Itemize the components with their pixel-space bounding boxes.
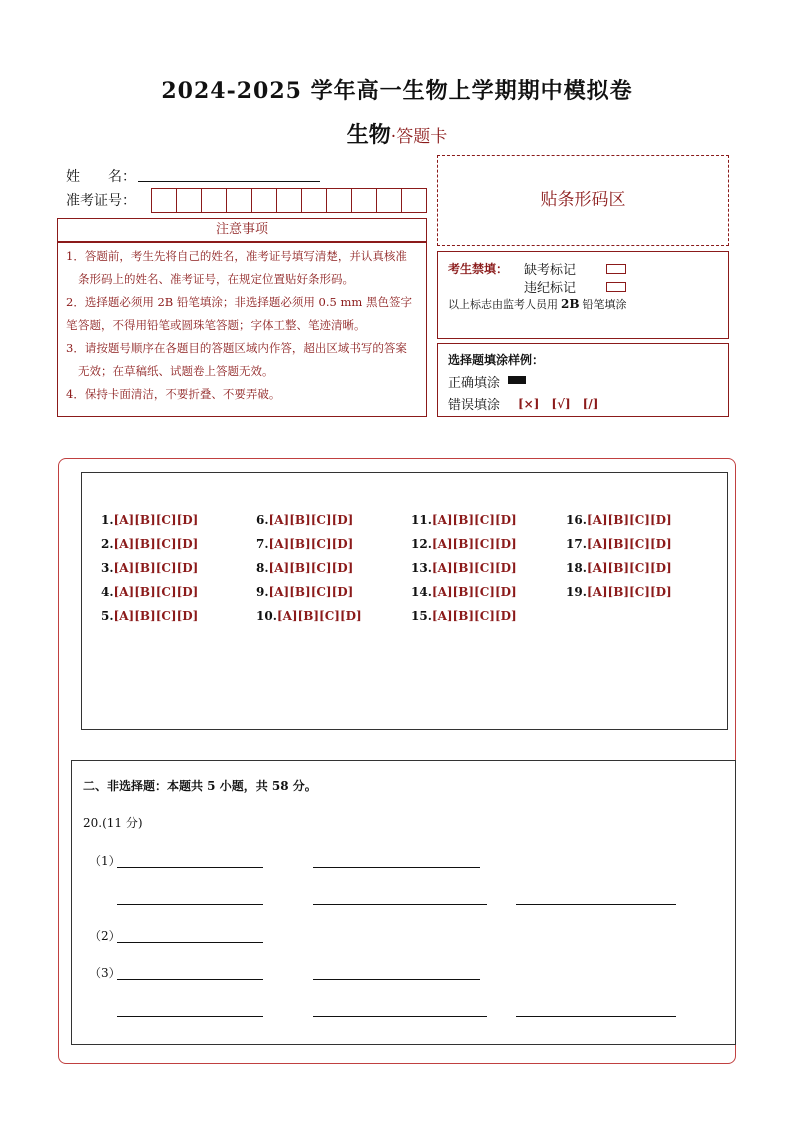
mc-question-row[interactable] <box>101 513 198 527</box>
correct-fill-label: 正确填涂 <box>448 376 501 391</box>
answer-line[interactable] <box>117 866 263 868</box>
answer-line[interactable] <box>313 978 480 980</box>
mc-options[interactable]: [A][B][C][D] <box>586 537 672 551</box>
notice-line: 2．选择题必须用 2B 铅笔填涂；非选择题必须用 0.5 mm 黑色签字笔 <box>66 295 412 332</box>
mc-question-row[interactable] <box>411 513 517 527</box>
mc-options[interactable]: [A][B][C][D] <box>431 561 517 575</box>
mc-options[interactable]: [A][B][C][D] <box>268 585 354 599</box>
mc-options[interactable]: [A][B][C][D] <box>268 561 354 575</box>
name-label: 姓 名： <box>66 169 136 185</box>
multiple-choice-box <box>81 472 728 730</box>
mc-question-number: 10. <box>256 609 277 623</box>
mc-question-number: 9. <box>256 585 269 599</box>
answer-line[interactable] <box>117 978 263 980</box>
mc-question-row[interactable] <box>566 513 672 527</box>
mc-question-number: 13. <box>411 561 432 575</box>
exam-id-digit-box[interactable] <box>176 188 202 213</box>
notice-line: 条形码上的姓名、准考证号，在规定位置贴好条形码。 <box>78 272 354 286</box>
ban-note-text: 以上标志由监考人员用 <box>448 298 558 311</box>
mc-question-number: 5. <box>101 609 114 623</box>
mc-question-number: 1. <box>101 513 114 527</box>
answer-line[interactable] <box>516 903 676 905</box>
mc-options[interactable]: [A][B][C][D] <box>113 537 199 551</box>
mc-options[interactable]: [A][B][C][D] <box>431 537 517 551</box>
mc-options[interactable]: [A][B][C][D] <box>276 609 362 623</box>
violation-mark-label: 违纪标记 <box>524 281 577 296</box>
mc-question-row[interactable] <box>411 609 517 623</box>
mc-question-number: 19. <box>566 585 587 599</box>
exam-id-digit-box[interactable] <box>401 188 427 213</box>
mc-question-number: 6. <box>256 513 269 527</box>
mc-question-row[interactable] <box>411 537 517 551</box>
answer-line[interactable] <box>117 1015 263 1017</box>
exam-id-boxes[interactable] <box>151 188 426 213</box>
mc-question-number: 14. <box>411 585 432 599</box>
exam-id-digit-box[interactable] <box>201 188 227 213</box>
notice-box <box>57 242 427 417</box>
exam-id-digit-box[interactable] <box>351 188 377 213</box>
answer-line[interactable] <box>313 866 480 868</box>
exam-id-digit-box[interactable] <box>301 188 327 213</box>
mc-question-row[interactable] <box>566 585 672 599</box>
mc-question-number: 4. <box>101 585 114 599</box>
ban-note-tail: 铅笔填涂 <box>582 298 627 311</box>
mc-options[interactable]: [A][B][C][D] <box>113 585 199 599</box>
subject-label: 生物 <box>346 122 391 148</box>
exam-id-digit-box[interactable] <box>251 188 277 213</box>
mc-question-row[interactable] <box>101 537 198 551</box>
part-2-label: （2） <box>89 929 121 943</box>
fill-example-box <box>437 343 729 417</box>
mc-question-number: 12. <box>411 537 432 551</box>
mc-question-row[interactable] <box>256 609 362 623</box>
mc-question-row[interactable] <box>566 537 672 551</box>
mc-options[interactable]: [A][B][C][D] <box>586 585 672 599</box>
barcode-area: 贴条形码区 <box>437 155 729 246</box>
mc-question-row[interactable] <box>566 561 672 575</box>
mc-options[interactable]: [A][B][C][D] <box>113 609 199 623</box>
mc-question-number: 3. <box>101 561 114 575</box>
answer-card-label: 答题卡 <box>396 127 448 147</box>
notice-line: 1．答题前，考生先将自己的姓名，准考证号填写清楚，并认真核准 <box>66 249 407 263</box>
subtitle-sep: · <box>390 127 397 147</box>
exam-id-digit-box[interactable] <box>151 188 177 213</box>
notice-line: 3．请按题号顺序在各题目的答题区域内作答，超出区域书写的答案 <box>66 341 407 355</box>
mc-options[interactable]: [A][B][C][D] <box>431 609 517 623</box>
exam-id-digit-box[interactable] <box>326 188 352 213</box>
mc-question-number: 11. <box>411 513 432 527</box>
answer-line[interactable] <box>117 903 263 905</box>
mc-options[interactable]: [A][B][C][D] <box>431 585 517 599</box>
mc-question-row[interactable] <box>411 561 517 575</box>
mc-question-row[interactable] <box>101 561 198 575</box>
absent-mark-box[interactable] <box>606 264 626 274</box>
wrong-fill-label: 错误填涂 <box>448 398 501 413</box>
mc-options[interactable]: [A][B][C][D] <box>268 537 354 551</box>
mc-options[interactable]: [A][B][C][D] <box>268 513 354 527</box>
mc-question-row[interactable] <box>256 513 353 527</box>
exam-id-digit-box[interactable] <box>226 188 252 213</box>
wrong-fill-marks: [×] [√] [/] <box>518 397 599 411</box>
ban-note <box>448 296 627 312</box>
answer-line[interactable] <box>313 903 487 905</box>
notice-line: 4．保持卡面清洁，不要折叠、不要弄破。 <box>66 387 281 401</box>
part-3-label: （3） <box>89 966 121 980</box>
question-20-label: 20.(11 分) <box>83 816 143 830</box>
notice-heading: 注意事项 <box>57 218 427 242</box>
mc-question-row[interactable] <box>101 609 198 623</box>
absent-mark-label: 缺考标记 <box>524 263 577 278</box>
mc-question-number: 17. <box>566 537 587 551</box>
mc-options[interactable]: [A][B][C][D] <box>431 513 517 527</box>
exam-id-digit-box[interactable] <box>276 188 302 213</box>
mc-question-number: 18. <box>566 561 587 575</box>
mc-options[interactable]: [A][B][C][D] <box>586 513 672 527</box>
mc-options[interactable]: [A][B][C][D] <box>113 513 199 527</box>
name-field[interactable] <box>138 180 320 182</box>
mc-question-row[interactable] <box>256 585 353 599</box>
mc-question-row[interactable] <box>411 585 517 599</box>
mc-question-row[interactable] <box>256 561 353 575</box>
mc-options[interactable]: [A][B][C][D] <box>113 561 199 575</box>
free-response-heading: 二、非选择题：本题共 5 小题，共 58 分。 <box>83 779 317 793</box>
mc-question-number: 7. <box>256 537 269 551</box>
notice-line: 答题，不得用铅笔或圆珠笔答题；字体工整、笔迹清晰。 <box>78 318 366 332</box>
id-label: 准考证号： <box>66 193 136 209</box>
mc-question-number: 8. <box>256 561 269 575</box>
page-title: 2024-2025 学年高一生物上学期期中模拟卷 <box>161 78 633 104</box>
mc-question-row[interactable] <box>256 537 353 551</box>
part-1-label: （1） <box>89 854 121 868</box>
ban-note-pencil: 2B <box>561 297 580 311</box>
example-title: 选择题填涂样例： <box>448 353 545 367</box>
answer-line[interactable] <box>117 941 263 943</box>
exam-id-digit-box[interactable] <box>376 188 402 213</box>
correct-fill-swatch <box>508 376 526 384</box>
answer-line[interactable] <box>516 1015 676 1017</box>
violation-mark-box[interactable] <box>606 282 626 292</box>
ban-label: 考生禁填： <box>448 262 509 276</box>
card-subtitle <box>0 118 794 149</box>
exam-flags-box <box>437 251 729 339</box>
answer-line[interactable] <box>313 1015 487 1017</box>
mc-question-row[interactable] <box>101 585 198 599</box>
mc-options[interactable]: [A][B][C][D] <box>586 561 672 575</box>
mc-question-number: 2. <box>101 537 114 551</box>
notice-line: 无效；在草稿纸、试题卷上答题无效。 <box>78 364 274 378</box>
mc-question-number: 15. <box>411 609 432 623</box>
mc-question-number: 16. <box>566 513 587 527</box>
